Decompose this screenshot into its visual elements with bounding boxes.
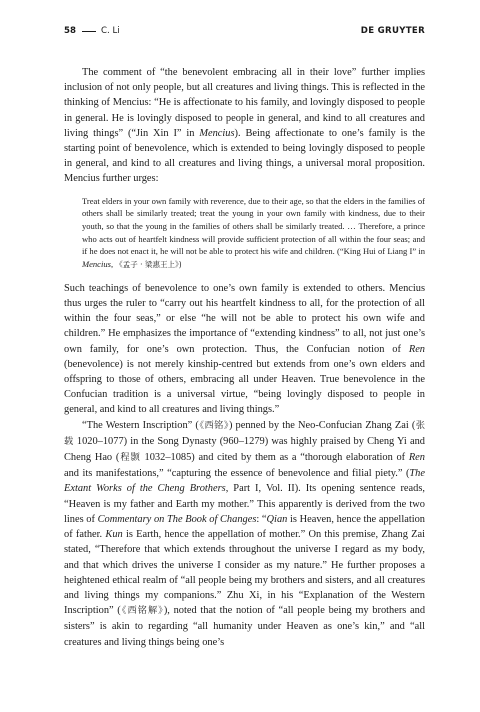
header-rule — [82, 31, 96, 32]
block-quote: Treat elders in your own family with reverence, due to their age, so that the elders in the families of others shall be similarly treated; treat the young in your own family with kindness, due to their youth, so that the young in the families of others shall be similarly treated. … Therefore, a prince who acts out of heartfelt kindness will provide sufficient protection of all within the four seas; and if he does not enact it, he will not be able to protect his wife and children. (“King Hui of Liang I” in Mencius, 《孟子 · 梁惠王上》) — [82, 195, 425, 270]
running-header — [64, 26, 425, 40]
paragraph-3: “The Western Inscription” (《西铭》) penned by the Neo-Confucian Zhang Zai (张载 1020–1077) in the Song Dynasty (960–1279) was highly praised by Cheng Yi and Cheng Hao (程颢 1032–1085) and cited by them as a “thorough elaboration of Ren and its manifestations,” “capturing the essence of benevolence and filial piety.” (The Extant Works of the Cheng Brothers, Part I, Vol. II). Its opening sentence reads, “Heaven is my father and Earth my mother.” This apparently is derived from the two lines of Commentary on The Book of Changes: “Qian is Heaven, hence the appellation of father. Kun is Earth, hence the appellation of mother.” On this premise, Zhang Zai stated, “Therefore that which extends throughout the universe I regard as my body, and that which drives the universe I consider as my nature.” He further proposes a heightened ethical realm of “all people being my brothers and sisters, and all creatures and living things my companions.” Zhu Xi, in his “Explanation of the Western Inscription” (《西铭解》), noted that the notion of “all people being my brothers and sisters” is akin to regarding “all humanity under Heaven as one’s kin,” and “all creatures and living things being one’s — [64, 419, 426, 648]
body-text — [64, 65, 425, 650]
running-author: C. Li — [101, 26, 120, 36]
page-number: 58 — [64, 26, 76, 36]
paragraph-2: Such teachings of benevolence to one’s own family is extended to others. Mencius thus urges the ruler to “carry out his heartfelt kindness to all, for the protection of all within the four seas,” or else “he will not be able to protect his own wife and children.” He emphasizes the importance of “extending kindness” to all, not just one’s own family, for one’s own protection. Thus, the Confucian notion of Ren (benevolence) is not merely kinship-centred but extends from one’s own elders and offspring to those of others, embracing all under Heaven. True benevolence in the Confucian tradition is a universal virtue, “being lovingly disposed to people in general, and kind to all creatures and living things.” — [64, 282, 425, 416]
publisher-name: DE GRUYTER — [360, 26, 425, 36]
paragraph-1: The comment of “the benevolent embracing all in their love” further implies inclusion of not only people, but all creatures and living things. This is reflected in the thinking of Mencius: “He is affectionate to his family, and lovingly disposed to people in general. He is lovingly disposed to people in general, and kind to all creatures and living things” (“Jin Xin I” in Mencius). Being affectionate to one’s family is the starting point of benevolence, which is extended to being lovingly disposed to people in general, and kind to all creatures and living things, a universal moral proposition. Mencius further urges: — [64, 67, 425, 185]
